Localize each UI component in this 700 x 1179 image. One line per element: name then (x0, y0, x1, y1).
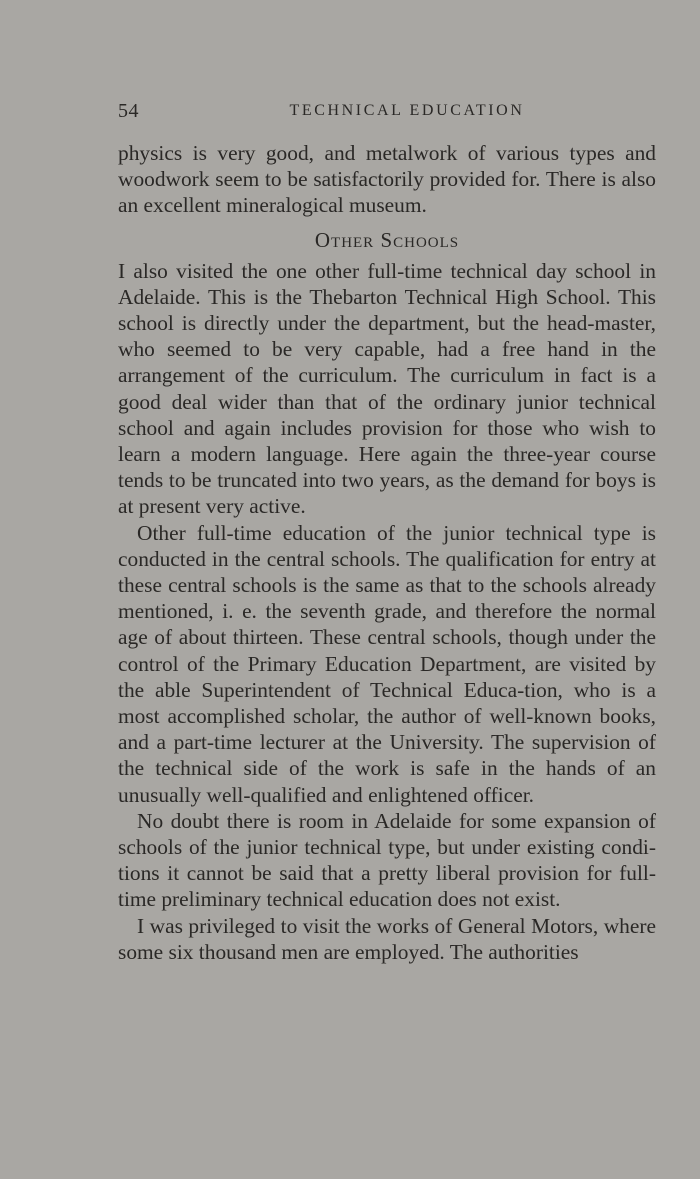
running-head (118, 100, 656, 128)
running-title: TECHNICAL EDUCATION (289, 102, 525, 119)
paragraph: No doubt there is room in Adelaide for some expansion of schools of the junior technical type, but under existing condi-tions it cannot be said that a pretty liberal provision for full-time preliminary technical education does not exist. (118, 808, 656, 912)
page-number: 54 (118, 100, 139, 122)
paragraph: I also visited the one other full-time technical day school in Adelaide. This is the Thebarton Technical High School. This school is directly under the department, but the head-master, who seemed to be very capable, had a free hand in the arrangement of the curriculum. The curriculum in fact is a good deal wider than that of the ordinary junior technical school and again includes provision for those who wish to learn a modern language. Here again the three-year course tends to be truncated into two years, as the demand for boys is at present very active. (118, 258, 656, 519)
paragraph: I was privileged to visit the works of General Motors, where some six thousand men are employed. The authorities (118, 913, 656, 964)
body-text (118, 140, 656, 965)
paragraph: Other full-time education of the junior technical type is conducted in the central schools. The qualification for entry at these central schools is the same as that to the schools already mentioned, i. e. the seventh grade, and therefore the normal age of about thirteen. These central schools, though under the control of the Primary Education Department, are visited by the able Superintendent of Technical Educa-tion, who is a most accomplished scholar, the author of well-known books, and a part-time lecturer at the University. The supervision of the technical side of the work is safe in the hands of an unusually well-qualified and enlightened officer. (118, 520, 656, 807)
section-heading: Other Schools (314, 227, 460, 252)
paragraph-continued: physics is very good, and metalwork of various types and woodwork seem to be satisfactorily provided for. There is also an excellent mineralogical museum. (118, 141, 656, 218)
